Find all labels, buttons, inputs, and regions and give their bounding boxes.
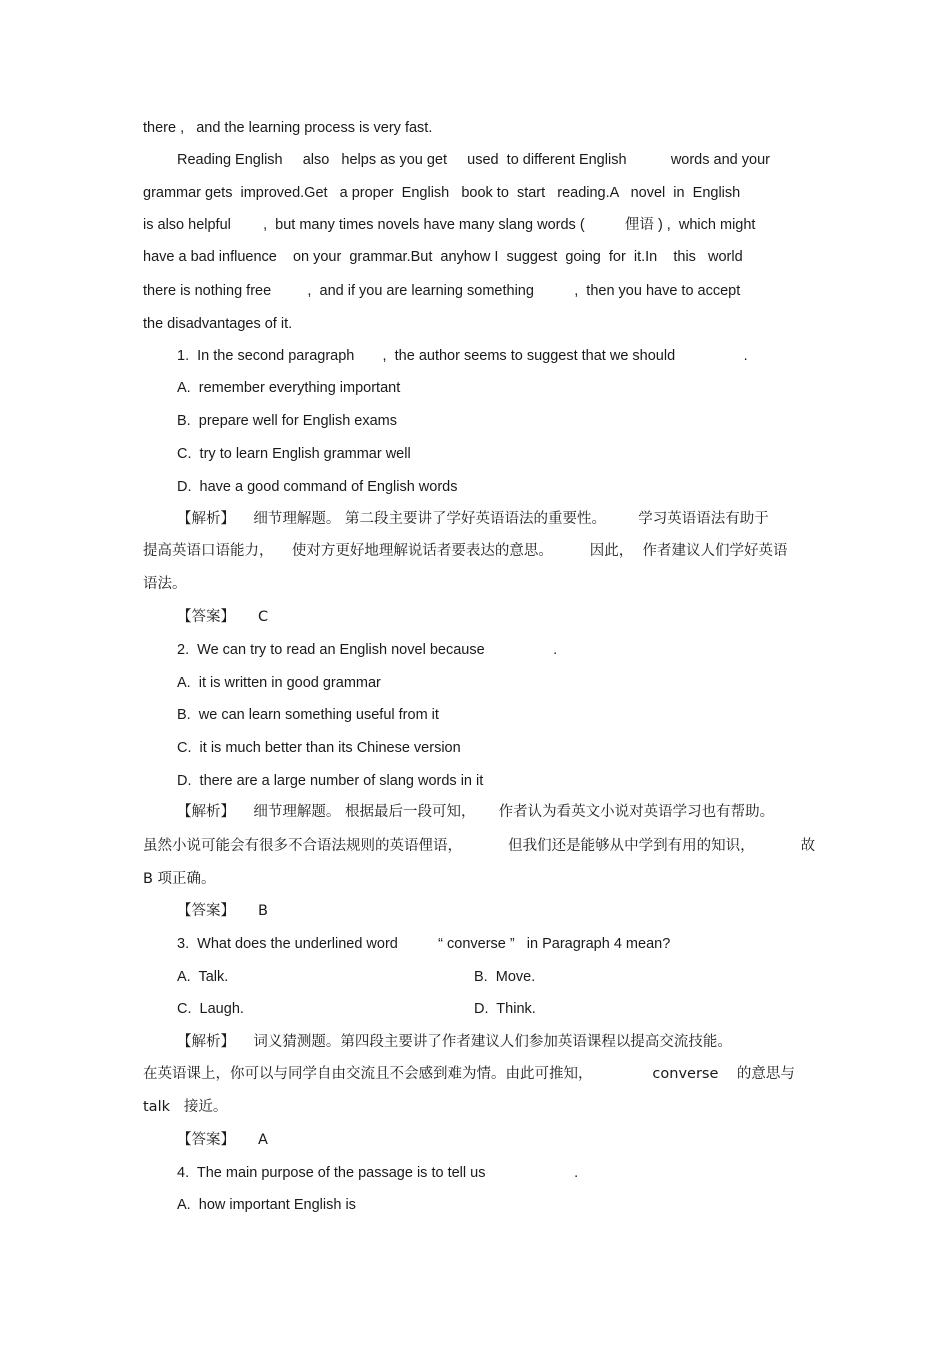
option-c: C. Laugh. (177, 1001, 244, 1017)
passage-line: the disadvantages of it. (143, 316, 293, 332)
option-a: A. how important English is (177, 1197, 356, 1213)
option-d: D. there are a large number of slang words in it (177, 773, 484, 789)
passage-line: is also helpful , but many times novels have many slang words ( 俚语 ) , which might (143, 217, 756, 233)
question-stem: 4. The main purpose of the passage is to tell us . (177, 1165, 579, 1181)
option-a: A. Talk. (177, 969, 229, 985)
answer-line: 【答案】 C (177, 609, 269, 625)
passage-line: have a bad influence on your grammar.But anyhow I suggest going for it.In this world (143, 249, 743, 265)
passage-line: Reading English also helps as you get used to different English words and your (177, 152, 770, 168)
answer-line: 【答案】 A (177, 1132, 268, 1148)
question-stem: 3. What does the underlined word “ converse ” in Paragraph 4 mean? (177, 936, 671, 952)
question-stem: 1. In the second paragraph , the author seems to suggest that we should . (177, 348, 748, 364)
option-c: C. try to learn English grammar well (177, 446, 411, 462)
question-stem: 2. We can try to read an English novel because . (177, 642, 558, 658)
analysis-line: 语法。 (143, 576, 187, 592)
option-c: C. it is much better than its Chinese version (177, 740, 461, 756)
analysis-line: 虽然小说可能会有很多不合语法规则的英语俚语， 但我们还是能够从中学到有用的知识， 故 (143, 838, 816, 854)
analysis-line: 【解析】 细节理解题。 根据最后一段可知， 作者认为看英文小说对英语学习也有帮助。 (177, 804, 775, 820)
analysis-line: B 项正确。 (143, 871, 216, 887)
analysis-line: talk 接近。 (143, 1099, 228, 1115)
option-b: B. we can learn something useful from it (177, 707, 439, 723)
passage-line: there , and the learning process is very fast. (143, 120, 433, 136)
option-a: A. it is written in good grammar (177, 675, 381, 691)
option-b: B. prepare well for English exams (177, 413, 398, 429)
passage-line: there is nothing free , and if you are learning something , then you have to accept (143, 283, 741, 299)
analysis-line: 提高英语口语能力， 使对方更好地理解说话者要表达的意思。 因此， 作者建议人们学好英语 (143, 543, 788, 559)
answer-line: 【答案】 B (177, 903, 268, 919)
analysis-line: 【解析】 词义猜测题。第四段主要讲了作者建议人们参加英语课程以提高交流技能。 (177, 1034, 732, 1050)
analysis-line: 【解析】 细节理解题。 第二段主要讲了学好英语语法的重要性。 学习英语语法有助于 (177, 511, 769, 527)
option-a: A. remember everything important (177, 380, 401, 396)
analysis-line: 在英语课上，你可以与同学自由交流且不会感到难为情。由此可推知， converse 的意思与 (143, 1066, 795, 1082)
option-d: D. have a good command of English words (177, 479, 458, 495)
option-b: B. Move. (474, 969, 536, 985)
option-d: D. Think. (474, 1001, 536, 1017)
passage-line: grammar gets improved.Get a proper English book to start reading.A novel in English (143, 185, 741, 201)
